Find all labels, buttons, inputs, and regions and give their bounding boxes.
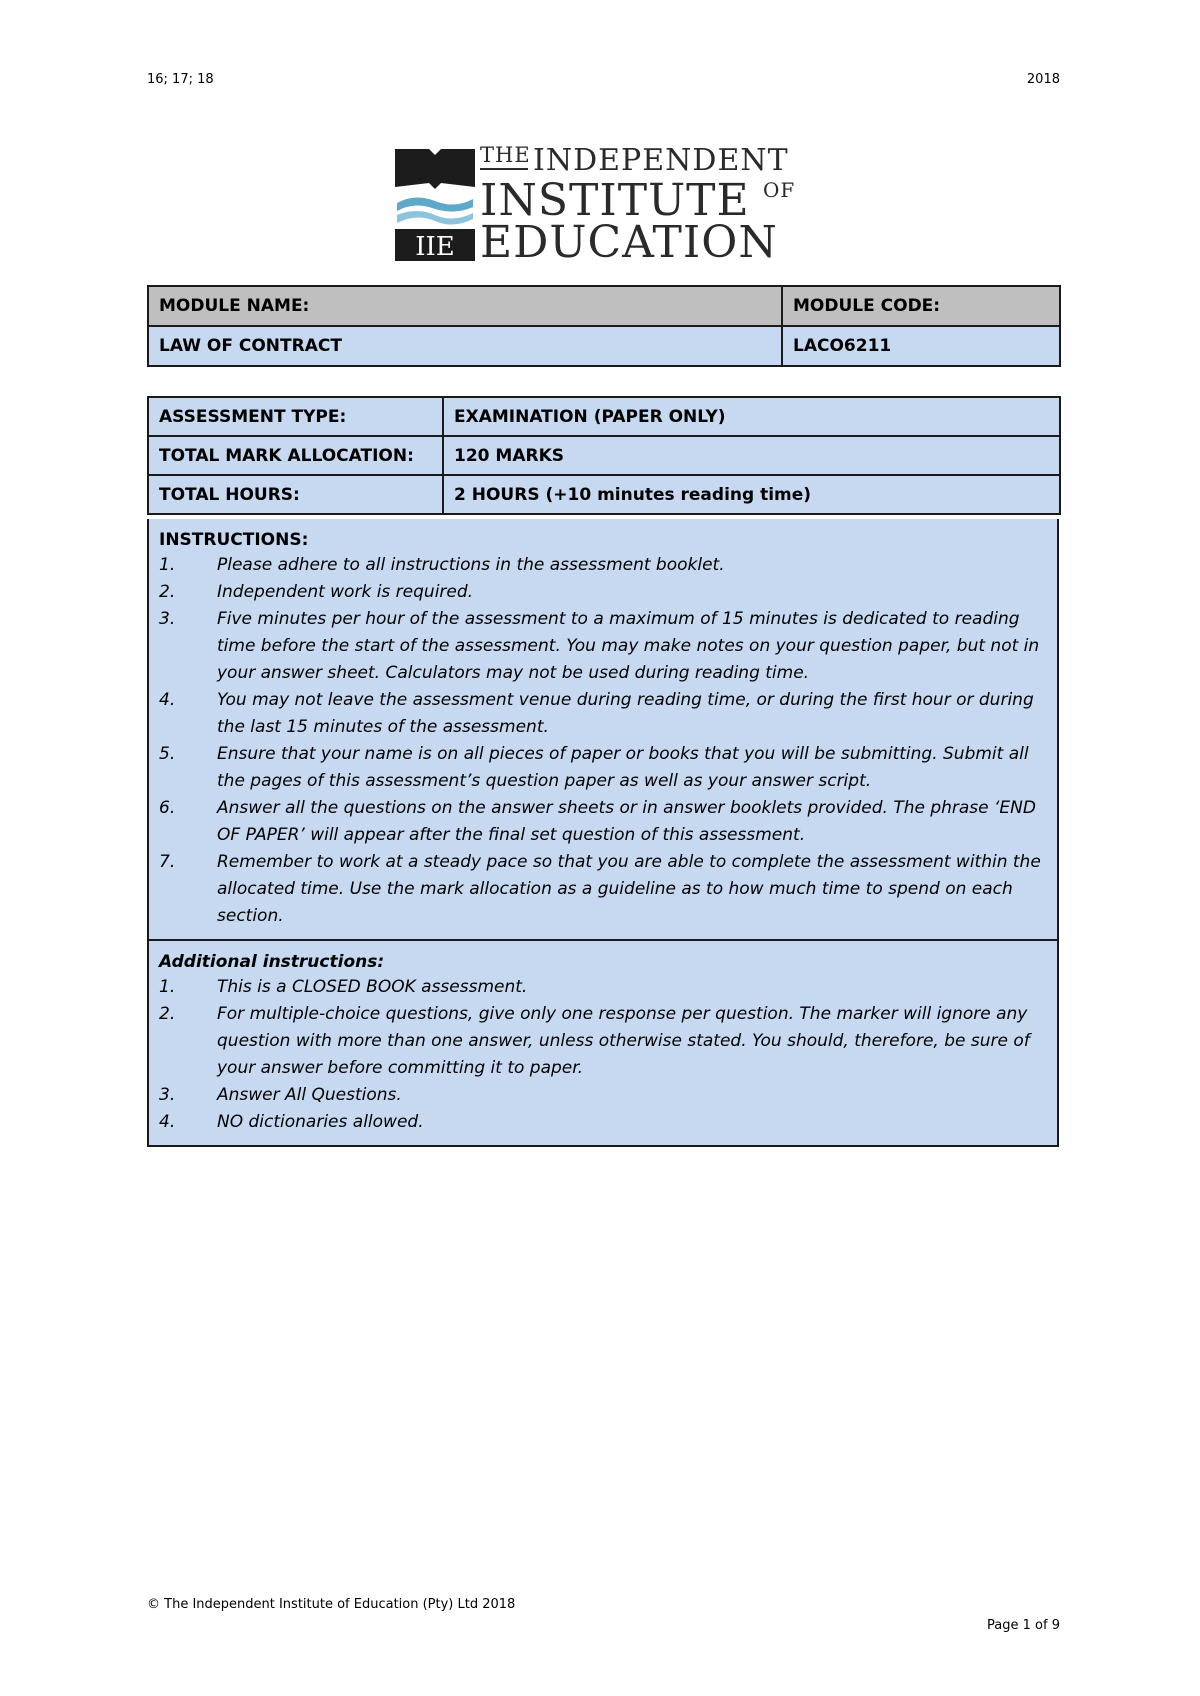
item-number: 2.	[159, 1004, 176, 1024]
item-text: Ensure that your name is on all pieces of paper or books that you will be submitting. Submit all the pages of this assessment’s question paper as well as your answer script.	[217, 744, 1029, 791]
list-item	[159, 606, 1047, 687]
module-code-label: MODULE CODE:	[782, 286, 1060, 326]
header-left-text: 16; 17; 18	[147, 72, 214, 87]
list-item	[159, 1109, 1047, 1136]
item-number: 3.	[159, 1085, 176, 1105]
instructions-list	[159, 552, 1047, 930]
additional-instructions-box	[147, 939, 1059, 1147]
item-number: 2.	[159, 582, 176, 602]
list-item	[159, 1082, 1047, 1109]
logo-emblem-icon	[395, 143, 475, 261]
module-code-value: LACO6211	[782, 326, 1060, 366]
logo-institute: INSTITUTE	[480, 175, 750, 226]
list-item	[159, 687, 1047, 741]
logo-education: EDUCATION	[480, 217, 778, 268]
list-item	[159, 579, 1047, 606]
logo-independent: INDEPENDENT	[533, 143, 789, 178]
assessment-table	[147, 396, 1061, 515]
iie-logo	[395, 143, 811, 268]
total-hours-value: 2 HOURS (+10 minutes reading time)	[443, 475, 1060, 514]
item-text: Please adhere to all instructions in the assessment booklet.	[217, 555, 725, 575]
assessment-type-label: ASSESSMENT TYPE:	[148, 397, 443, 436]
item-text: Answer All Questions.	[217, 1085, 402, 1105]
logo-the: THE	[480, 143, 531, 167]
item-number: 5.	[159, 744, 176, 764]
item-text: You may not leave the assessment venue during reading time, or during the first hour or during the last 15 minutes of the assessment.	[217, 690, 1034, 737]
item-text: NO dictionaries allowed.	[217, 1112, 424, 1132]
item-number: 4.	[159, 1112, 176, 1132]
logo-of: OF	[763, 178, 796, 202]
item-number: 6.	[159, 798, 176, 818]
item-text: Independent work is required.	[217, 582, 474, 602]
module-table	[147, 285, 1061, 367]
item-text: Five minutes per hour of the assessment to a maximum of 15 minutes is dedicated to reading time before the start of the assessment. You may make notes on your question paper, but not in your answer sheet. Calculators may not be used during reading time.	[217, 609, 1040, 683]
list-item	[159, 741, 1047, 795]
list-item	[159, 795, 1047, 849]
list-item	[159, 552, 1047, 579]
item-number: 3.	[159, 609, 176, 629]
additional-instructions-title: Additional instructions:	[159, 952, 385, 972]
item-text: Remember to work at a steady pace so that you are able to complete the assessment within the allocated time. Use the mark allocation as a guideline as to how much time to spend on each section.	[217, 852, 1041, 926]
footer-page-number: Page 1 of 9	[987, 1618, 1060, 1633]
item-number: 1.	[159, 555, 176, 575]
module-name-value: LAW OF CONTRACT	[148, 326, 782, 366]
instructions-box	[147, 519, 1059, 941]
list-item	[159, 974, 1047, 1001]
list-item	[159, 849, 1047, 930]
total-hours-label: TOTAL HOURS:	[148, 475, 443, 514]
list-item	[159, 1001, 1047, 1082]
footer-copyright: © The Independent Institute of Education (Pty) Ltd 2018	[147, 1597, 516, 1612]
header-year: 2018	[1026, 72, 1060, 87]
assessment-type-value: EXAMINATION (PAPER ONLY)	[443, 397, 1060, 436]
module-name-label: MODULE NAME:	[148, 286, 782, 326]
logo-the-rule	[480, 168, 528, 170]
total-marks-value: 120 MARKS	[443, 436, 1060, 475]
additional-instructions-list	[159, 974, 1047, 1136]
item-number: 7.	[159, 852, 176, 872]
instructions-title: INSTRUCTIONS:	[159, 530, 309, 550]
total-marks-label: TOTAL MARK ALLOCATION:	[148, 436, 443, 475]
item-text: Answer all the questions on the answer sheets or in answer booklets provided. The phrase ‘END OF PAPER’ will appear after the final set question of this assessment.	[217, 798, 1036, 845]
item-text: This is a CLOSED BOOK assessment.	[217, 977, 528, 997]
logo-iie-text: IIE	[415, 232, 455, 261]
item-number: 4.	[159, 690, 176, 710]
item-text: For multiple-choice questions, give only one response per question. The marker will ignore any question with more than one answer, unless otherwise stated. You should, therefore, be sure of your answer before committing it to paper.	[217, 1004, 1030, 1078]
item-number: 1.	[159, 977, 176, 997]
